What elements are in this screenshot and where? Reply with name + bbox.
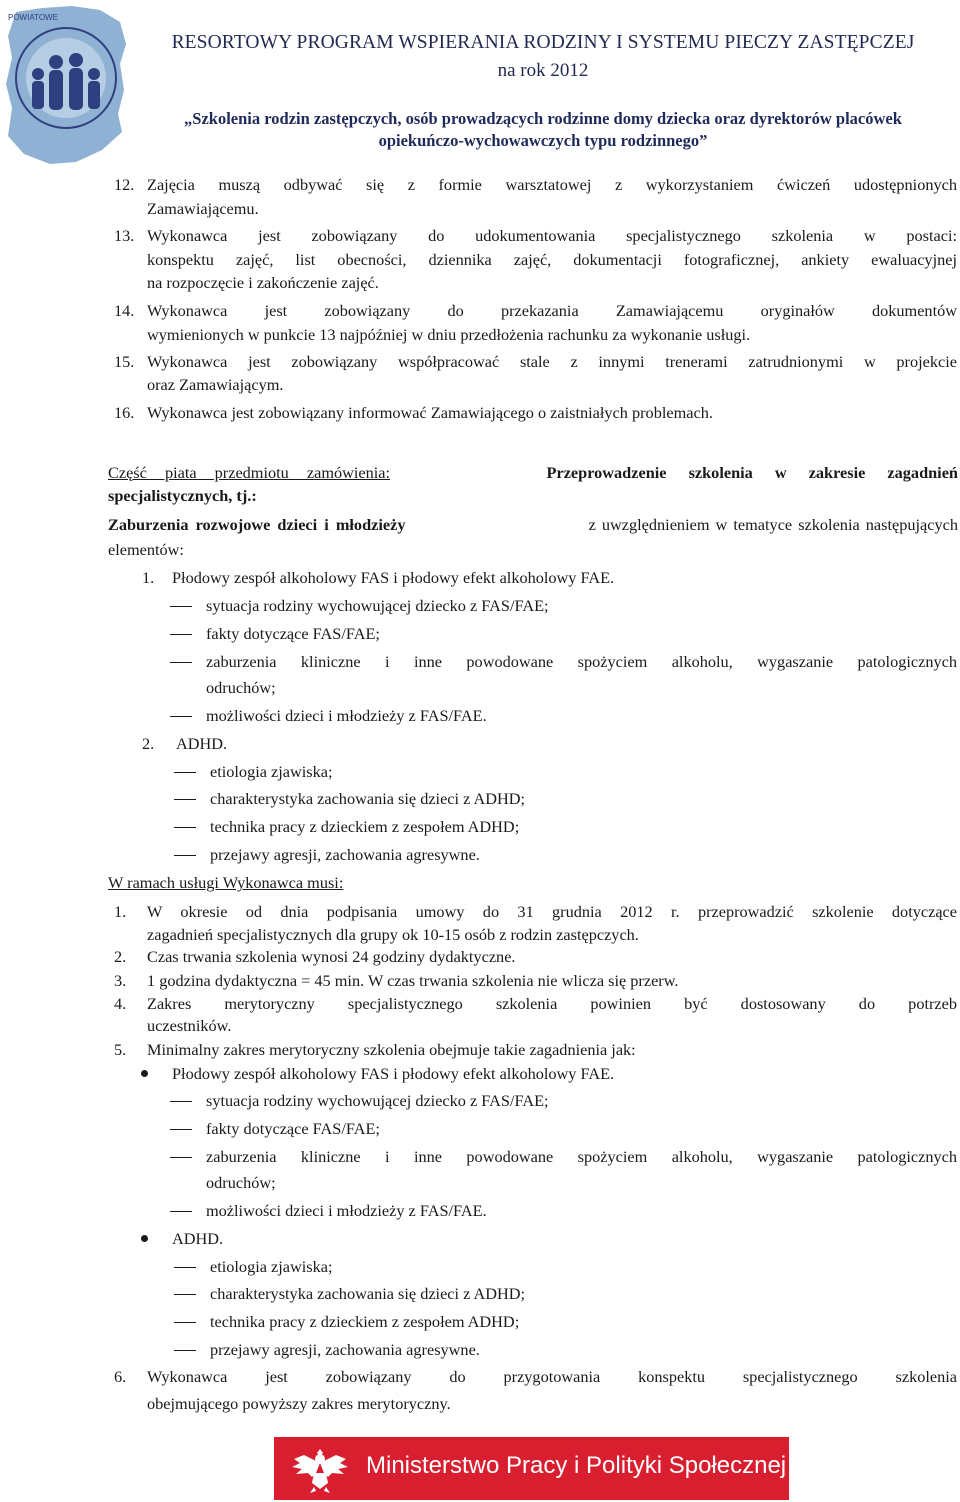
item-text: uczestników. [147,1016,232,1035]
item-text: Wykonawca jest zobowiązany do udokumentowania specjalistycznego szkolenia w postaci: [147,226,957,245]
item-text: Minimalny zakres merytoryczny szkolenia obejmuje takie zagadnienia jak: [147,1040,636,1059]
item-text: Wykonawca jest zobowiązany informować Zamawiającego o zaistniałych problemach. [147,403,713,422]
dash-marker [170,606,192,607]
dash-marker [174,1350,196,1351]
item-number: 12. [114,175,135,194]
sub-item: zaburzenia kliniczne i inne powodowane spożyciem alkoholu, wygaszanie patologicznych [206,652,957,671]
sub-item: odruchów; [206,678,276,697]
item-text: Wykonawca jest zobowiązany do przygotowania konspektu specjalistycznego szkolenia [147,1367,957,1386]
list-item: ADHD. [176,734,228,753]
obligations-heading: W ramach usługi Wykonawca musi: [108,873,344,892]
list-item: Płodowy zespół alkoholowy FAS i płodowy efekt alkoholowy FAE. [172,568,615,587]
dash-marker [174,1294,196,1295]
training-title-line2: opiekuńczo-wychowawczych typu rodzinnego” [378,131,708,150]
dash-marker [170,1211,192,1212]
item-number: 2. [114,947,127,966]
sub-item: fakty dotyczące FAS/FAE; [206,624,380,643]
dash-marker [174,1267,196,1268]
list-item: Płodowy zespół alkoholowy FAS i płodowy efekt alkoholowy FAE. [172,1064,615,1083]
sub-item: fakty dotyczące FAS/FAE; [206,1119,380,1138]
dash-marker [170,716,192,717]
ministry-banner [274,1437,789,1500]
ministry-name: Ministerstwo Pracy i Polityki Społecznej [366,1452,787,1479]
bullet-marker [141,1070,148,1077]
dash-marker [170,634,192,635]
item-text: wymienionych w punkcie 13 najpóźniej w dniu przedłożenia rachunku za wykonanie usługi. [147,325,751,344]
item-text: obejmującego powyższy zakres merytoryczny. [147,1394,451,1413]
item-number: 13. [114,226,135,245]
sub-item: zaburzenia kliniczne i inne powodowane spożyciem alkoholu, wygaszanie patologicznych [206,1147,957,1166]
section-intro [108,515,958,535]
sub-item: technika pracy z dzieckiem z zespołem ADHD; [210,817,520,836]
item-text: W okresie od dnia podpisania umowy do 31 grudnia 2012 r. przeprowadzić szkolenie dotyczące [147,902,957,921]
program-title: RESORTOWY PROGRAM WSPIERANIA RODZINY I SYSTEMU PIECZY ZASTĘPCZEJ [171,32,915,53]
sub-item: charakterystyka zachowania się dzieci z ADHD; [210,1284,526,1303]
item-number: 6. [114,1367,127,1386]
dash-marker [174,772,196,773]
dash-marker [170,662,192,663]
list-number: 2. [142,734,155,753]
sub-item: etiologia zjawiska; [210,762,333,781]
item-number: 14. [114,301,135,320]
eagle-emblem-icon [290,1443,350,1495]
dash-marker [174,855,196,856]
item-text: konspektu zajęć, list obecności, dziennika zajęć, dokumentacji fotograficznej, ankiety ewaluacyjnej [147,250,957,269]
training-title-line1: „Szkolenia rodzin zastępczych, osób prowadzących rodzinne domy dziecka oraz dyrektorów placówek [184,109,902,128]
section-intro-rest: z uwzględnieniem w tematyce szkolenia następujących [588,515,958,534]
item-text: 1 godzina dydaktyczna = 45 min. W czas trwania szkolenia nie wlicza się przerw. [147,971,679,990]
sub-item: odruchów; [206,1173,276,1192]
item-text: na rozpoczęcie i zakończenie zajęć. [147,273,379,292]
sub-item: możliwości dzieci i młodzieży z FAS/FAE. [206,706,487,725]
bullet-marker [141,1235,148,1242]
item-number: 5. [114,1040,127,1059]
list-item: ADHD. [172,1229,224,1248]
section-heading-underlined: Część piata przedmiotu zamówienia: [108,463,391,482]
dash-marker [170,1129,192,1130]
list-number: 1. [142,568,155,587]
section-heading-rest: Przeprowadzenie szkolenia w zakresie zagadnień [546,463,958,482]
item-text: Zamawiającemu. [147,199,259,218]
item-text: Wykonawca jest zobowiązany współpracować stale z innymi trenerami zatrudnionymi w projekcie [147,352,957,371]
item-number: 15. [114,352,135,371]
sub-item: przejawy agresji, zachowania agresywne. [210,845,480,864]
dash-marker [170,1101,192,1102]
item-number: 1. [114,902,127,921]
item-number: 3. [114,971,127,990]
item-text: oraz Zamawiającym. [147,375,284,394]
sub-item: możliwości dzieci i młodzieży z FAS/FAE. [206,1201,487,1220]
dash-marker [170,1157,192,1158]
sub-item: przejawy agresji, zachowania agresywne. [210,1340,480,1359]
item-text: Wykonawca jest zobowiązany do przekazania Zamawiającemu oryginałów dokumentów [147,301,957,320]
section-intro-bold: Zaburzenia rozwojowe dzieci i młodzieży [108,515,406,534]
sub-item: technika pracy z dzieckiem z zespołem ADHD; [210,1312,520,1331]
logo-text: POWIATOWE [8,13,58,22]
sub-item: charakterystyka zachowania się dzieci z ADHD; [210,789,526,808]
sub-item: etiologia zjawiska; [210,1257,333,1276]
item-text: Czas trwania szkolenia wynosi 24 godziny dydaktyczne. [147,947,516,966]
dash-marker [174,799,196,800]
section-heading [108,463,958,483]
dash-marker [174,1322,196,1323]
section-heading-line2: specjalistycznych, tj.: [108,486,257,505]
item-text: zagadnień specjalistycznych dla grupy ok 10-15 osób z rodzin zastępczych. [147,925,639,944]
pcpr-logo [2,4,130,166]
dash-marker [174,827,196,828]
item-text: Zakres merytoryczny specjalistycznego szkolenia powinien być dostosowany do potrzeb [147,994,957,1013]
sub-item: sytuacja rodziny wychowującej dziecko z FAS/FAE; [206,596,549,615]
sub-item: sytuacja rodziny wychowującej dziecko z FAS/FAE; [206,1091,549,1110]
item-number: 16. [114,403,135,422]
item-text: Zajęcia muszą odbywać się z formie warsztatowej z wykorzystaniem ćwiczeń udostępnionych [147,175,957,194]
program-year: na rok 2012 [497,60,589,81]
item-number: 4. [114,994,127,1013]
section-intro-line2: elementów: [108,540,184,559]
